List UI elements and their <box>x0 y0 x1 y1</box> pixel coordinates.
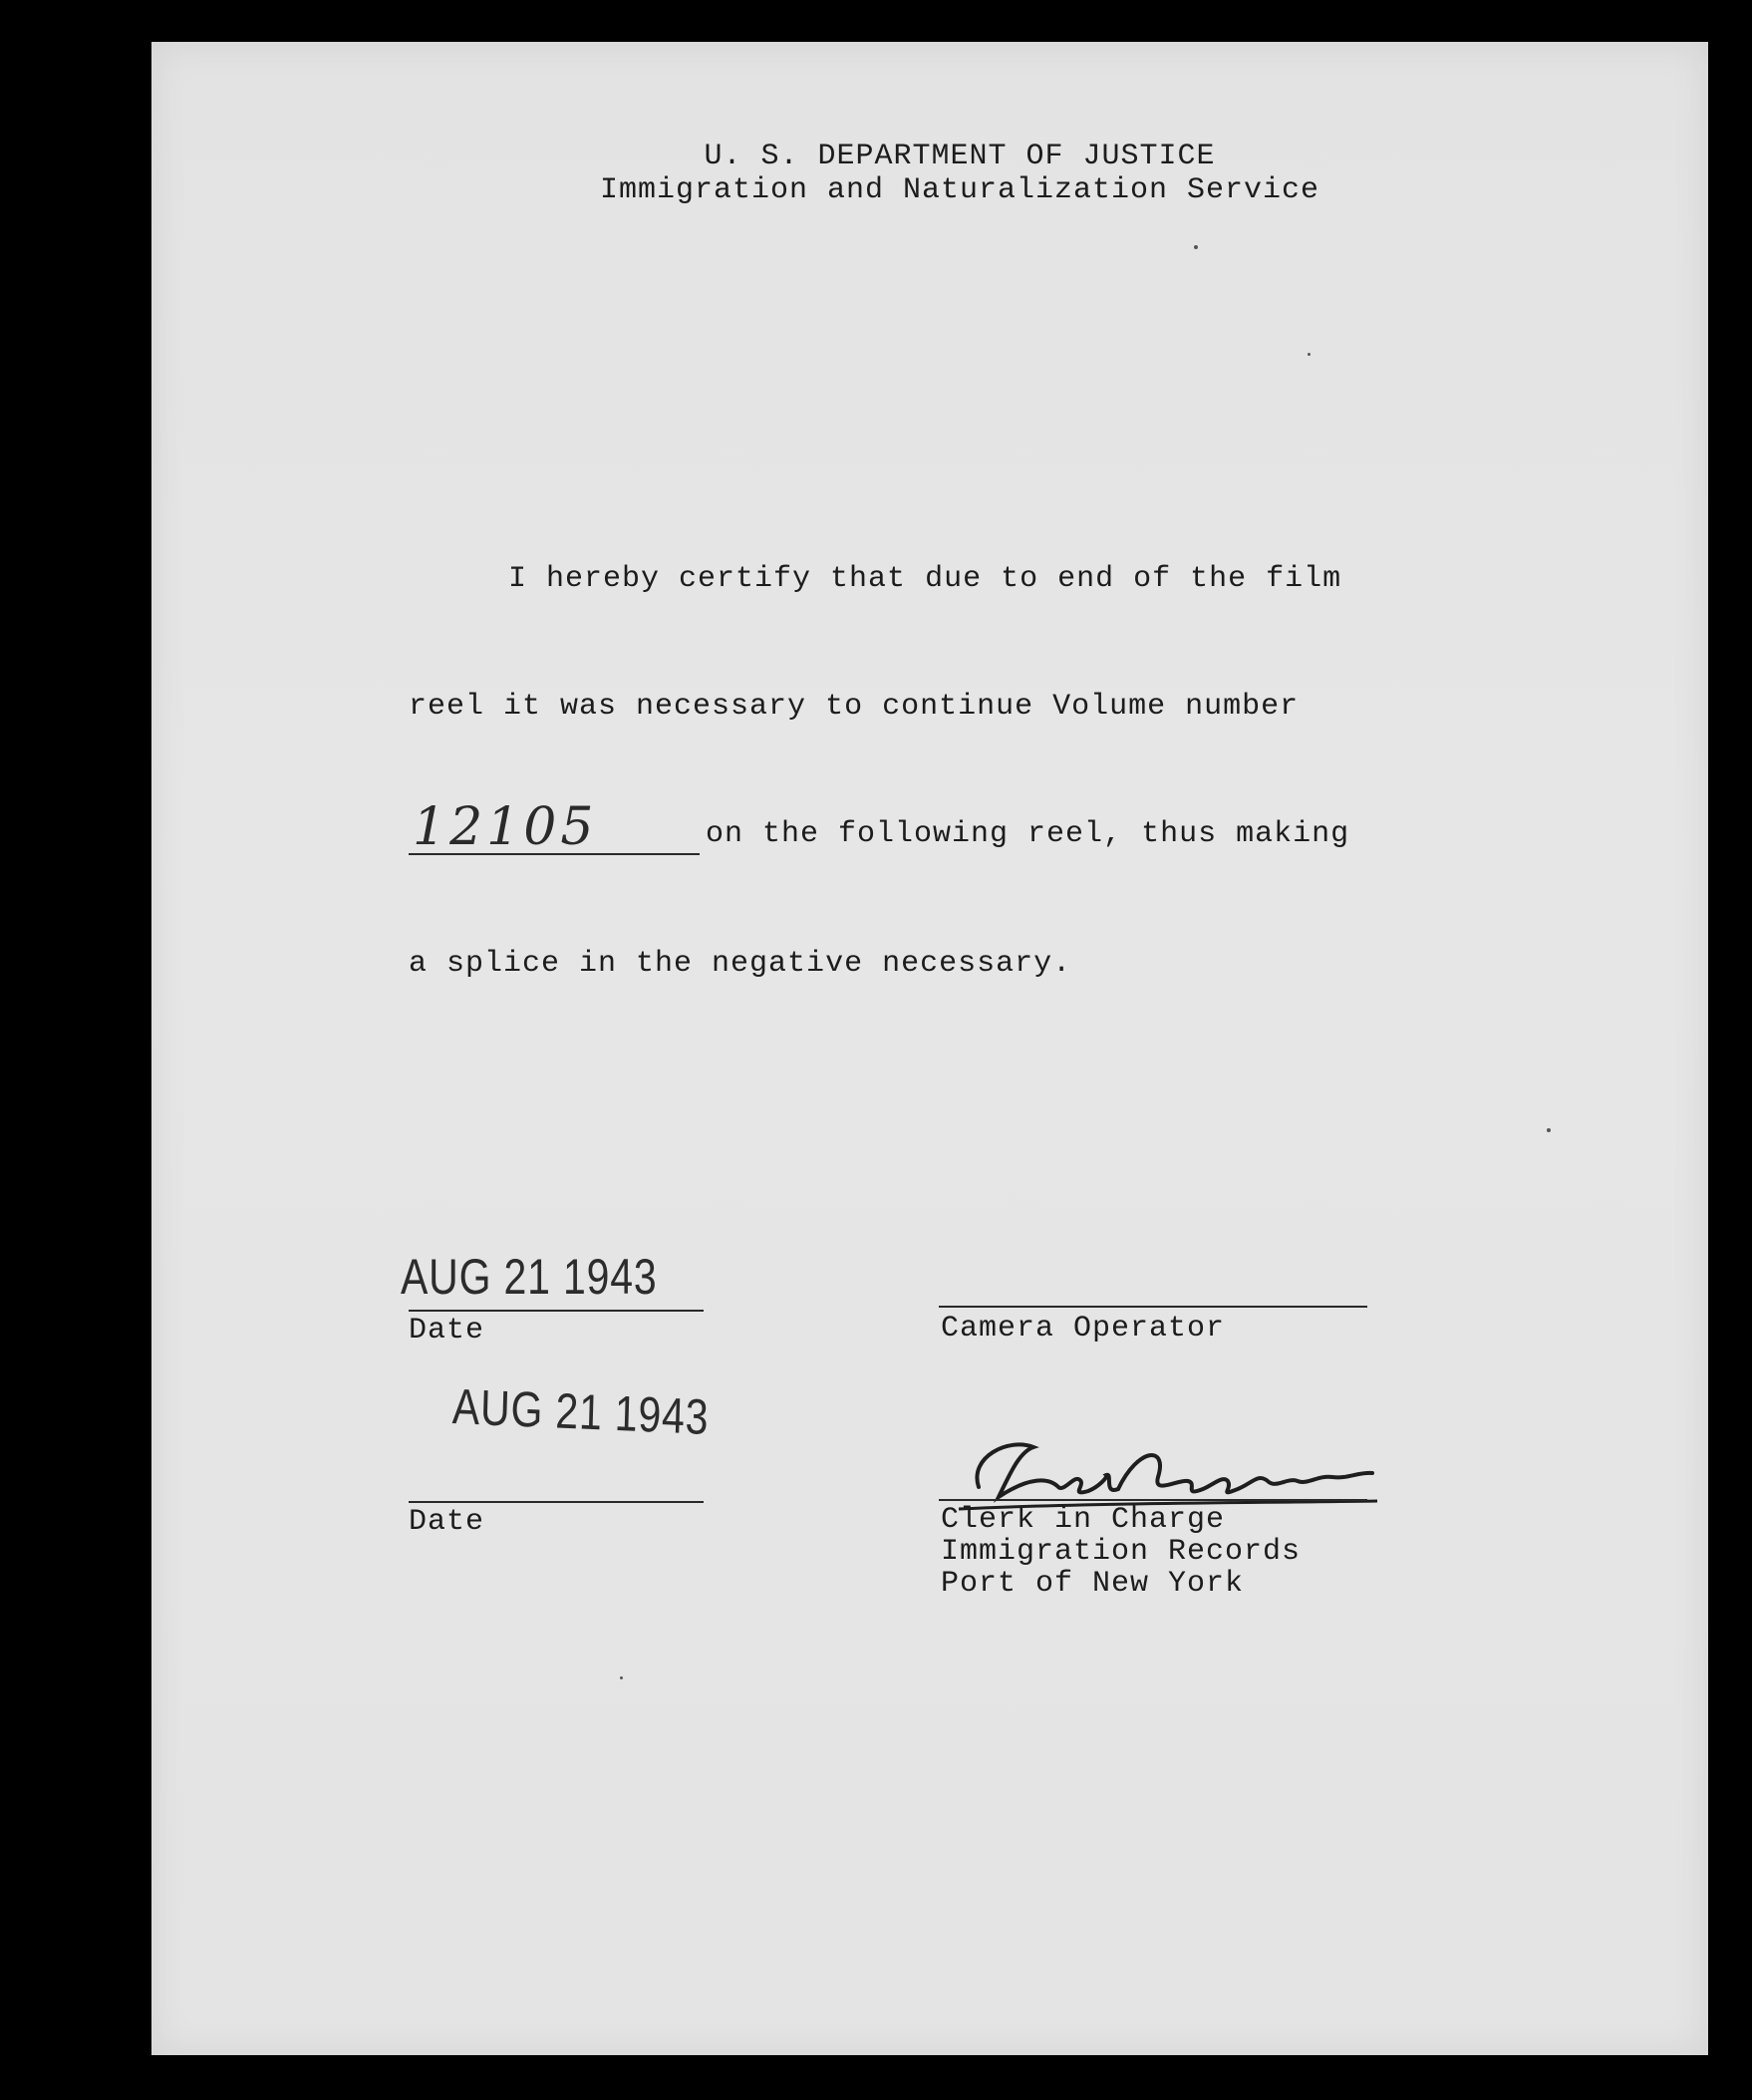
clerk-title: Clerk in Charge <box>941 1503 1226 1537</box>
dust-speck <box>1547 1128 1551 1132</box>
letterhead <box>151 140 1708 207</box>
date-label-1: Date <box>409 1314 485 1348</box>
certification-line-2: reel it was necessary to continue Volume number <box>409 690 1300 724</box>
camera-operator-label: Camera Operator <box>941 1312 1226 1346</box>
certification-line-4: a splice in the negative necessary. <box>409 947 1072 981</box>
clerk-department: Immigration Records <box>941 1535 1302 1569</box>
document-sheet <box>151 42 1708 2055</box>
clerk-location: Port of New York <box>941 1567 1245 1601</box>
date-label-2: Date <box>409 1505 485 1539</box>
handwritten-volume-number: 12105 <box>413 797 598 857</box>
dust-speck <box>620 1676 623 1679</box>
date-stamp-2: AUG 21 1943 <box>451 1378 711 1445</box>
date-line-1 <box>409 1310 704 1312</box>
certification-line-1: I hereby certify that due to end of the film <box>508 562 1342 596</box>
service-name: Immigration and Naturalization Service <box>599 173 1320 207</box>
volume-number-underline <box>409 853 700 855</box>
clerk-signature-line <box>939 1499 1367 1501</box>
date-line-2 <box>409 1501 704 1503</box>
camera-operator-line <box>939 1306 1367 1308</box>
clerk-handwritten-signature <box>939 1417 1397 1517</box>
dust-speck <box>1308 353 1311 356</box>
certification-line-3: on the following reel, thus making <box>706 817 1350 851</box>
department-name: U. S. DEPARTMENT OF JUSTICE <box>704 140 1216 173</box>
date-stamp-1: AUG 21 1943 <box>401 1249 658 1305</box>
dust-speck <box>1194 245 1198 249</box>
